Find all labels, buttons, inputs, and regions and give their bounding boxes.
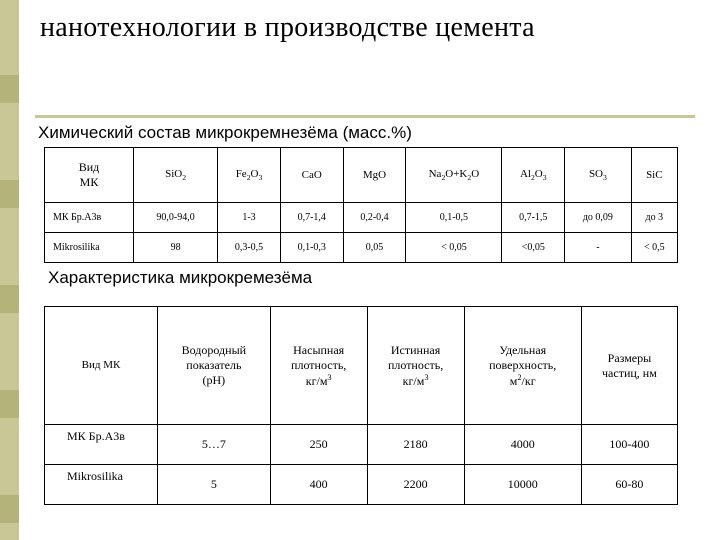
table-row — [45, 465, 678, 505]
bar-block — [0, 390, 19, 418]
table-cell: 2180 — [367, 425, 464, 465]
header-bulk-density: Насыпная плотность, $кг/м^3$ — [270, 307, 367, 425]
header-cell-type — [45, 148, 134, 203]
table-cell: 0,3-0,5 — [218, 233, 281, 263]
title-divider — [35, 115, 695, 118]
table-cell: 0,1-0,3 — [280, 233, 343, 263]
row-label: Mikrosilika — [45, 465, 158, 505]
table-cell: 0,2-0,4 — [343, 203, 406, 233]
header-so3: $SO_3$ — [565, 148, 632, 203]
table-cell: < 0,05 — [406, 233, 502, 263]
table-cell: до 3 — [631, 203, 677, 233]
header-al2o3: $Al_2O_3$ — [502, 148, 565, 203]
table-cell: 1-3 — [218, 203, 281, 233]
left-decor-bar — [0, 0, 19, 540]
bar-block — [0, 75, 19, 103]
table-row — [45, 425, 678, 465]
table-cell: 4000 — [464, 425, 581, 465]
table-header-row — [45, 148, 678, 203]
header-specific-surface: Удельная поверхность, $м^2/кг$ — [464, 307, 581, 425]
header-particle-size: Размеры частиц, нм — [581, 307, 677, 425]
header-cao: CaO — [280, 148, 343, 203]
table-cell: 0,05 — [343, 233, 406, 263]
characteristics-table — [44, 306, 678, 505]
table-cell: 90,0-94,0 — [134, 203, 218, 233]
header-sio2: SiO$_2$ — [134, 148, 218, 203]
header-text: Вид — [78, 160, 100, 174]
table-cell: 0,7-1,5 — [502, 203, 565, 233]
header-mgo: MgO — [343, 148, 406, 203]
section2-heading: Характеристика микрокремезёма — [48, 268, 313, 287]
table-cell: 400 — [270, 465, 367, 505]
header-na2o-k2o: $Na_2O+K_2O$ — [406, 148, 502, 203]
table-cell: 5 — [158, 465, 271, 505]
table-cell: 10000 — [464, 465, 581, 505]
table-row — [45, 233, 678, 263]
header-ph: Водородный показатель (pH) — [158, 307, 271, 425]
table-cell: 5…7 — [158, 425, 271, 465]
table-cell: 98 — [134, 233, 218, 263]
bar-block — [0, 180, 19, 208]
bar-block — [0, 285, 19, 313]
row-label: Mikrosilika — [45, 233, 134, 263]
header-text: МК — [79, 175, 99, 189]
table-row — [45, 203, 678, 233]
header-cell-type: Вид МК — [45, 307, 158, 425]
header-fe2o3: $Fe_2O_3$ — [218, 148, 281, 203]
table-cell: 2200 — [367, 465, 464, 505]
table-cell: < 0,5 — [631, 233, 677, 263]
page-title: нанотехнологии в производстве цемента — [40, 12, 535, 43]
table-cell: <0,05 — [502, 233, 565, 263]
header-sic: SiC — [631, 148, 677, 203]
table-cell: 60-80 — [581, 465, 677, 505]
table-cell: 0,1-0,5 — [406, 203, 502, 233]
bar-block — [0, 495, 19, 523]
table-cell: 250 — [270, 425, 367, 465]
table-cell: - — [565, 233, 632, 263]
table-cell: 100-400 — [581, 425, 677, 465]
section1-heading: Химический состав микрокремнезёма (масс.%) — [38, 123, 412, 142]
table-cell: 0,7-1,4 — [280, 203, 343, 233]
table-cell: до 0,09 — [565, 203, 632, 233]
row-label: МК Бр.А3в — [45, 425, 158, 465]
chemical-composition-table — [44, 147, 678, 263]
header-true-density: Истинная плотность, $кг/м^3$ — [367, 307, 464, 425]
row-label: МК Бр.А3в — [45, 203, 134, 233]
table-header-row — [45, 307, 678, 425]
